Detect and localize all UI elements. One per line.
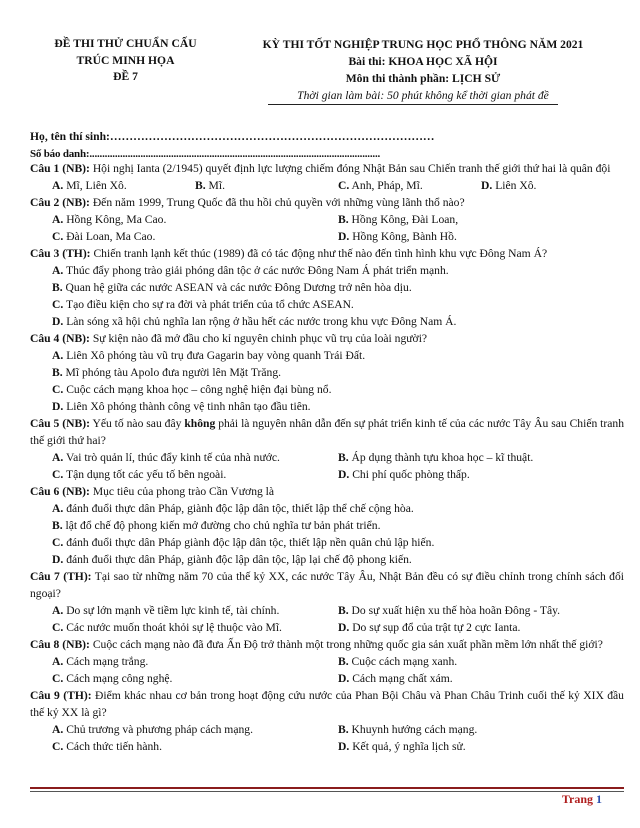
question-number: Câu 9 (TH): <box>30 689 92 702</box>
answer-option: D. Liên Xô. <box>481 179 537 192</box>
answer-option: D. Làn sóng xã hội chủ nghĩa lan rộng ở hầu hết các nước trong khu vực Đông Nam Á. <box>52 315 457 328</box>
time-underline <box>268 104 558 105</box>
question-list <box>30 160 624 755</box>
footer-rule <box>30 787 624 789</box>
question-text: Điểm khác nhau cơ bản trong hoạt động cứu nước của Phan Bội Châu và Phan Châu Trinh cuối thế kỷ XIX đầu thế kỷ XX là gì? <box>30 689 624 719</box>
answer-option: D. đánh đuổi thực dân Pháp, giành độc lập dân tộc, lập lại chế độ phong kiến. <box>52 553 412 566</box>
question <box>30 568 624 636</box>
answer-options <box>30 500 624 568</box>
source-line-1: ĐỀ THI THỬ CHUẨN CẤU <box>54 37 197 50</box>
question-stem <box>30 194 624 211</box>
question-stem <box>30 160 624 177</box>
answer-option: B. Áp dụng thành tựu khoa học – kĩ thuật. <box>338 451 534 464</box>
answer-options <box>30 653 624 687</box>
answer-option: D. Do sự sụp đổ của trật tự 2 cực Ianta. <box>338 621 521 634</box>
question-stem <box>30 636 624 653</box>
candidate-id-line: Số báo danh:.................................................................................................................. <box>30 148 381 160</box>
answer-option: B. lật đổ chế độ phong kiến mở đường cho chủ nghĩa tư bản phát triển. <box>52 519 381 532</box>
question-text: Chiến tranh lạnh kết thúc (1989) đã có tác động như thế nào đến tình hình khu vực Đông Nam Á? <box>93 247 548 260</box>
question-number: Câu 4 (NB): <box>30 332 90 345</box>
answer-option: C. Đài Loan, Ma Cao. <box>52 230 156 243</box>
answer-options <box>30 262 624 330</box>
exam-source-block <box>28 36 223 86</box>
answer-option: D. Liên Xô phóng thành công vệ tinh nhân tạo đầu tiên. <box>52 400 311 413</box>
question-text: Đến năm 1999, Trung Quốc đã thu hồi chủ quyền với những vùng lãnh thổ nào? <box>92 196 465 209</box>
answer-options <box>30 449 624 483</box>
answer-options <box>30 177 624 194</box>
question <box>30 636 624 687</box>
answer-option: B. Mĩ phóng tàu Apolo đưa người lên Mặt Trăng. <box>52 366 282 379</box>
answer-option: C. Tạo điều kiện cho sự ra đời và phát triển của tổ chức ASEAN. <box>52 298 354 311</box>
question-number: Câu 2 (NB): <box>30 196 90 209</box>
question-text: Sự kiện nào đã mở đầu cho kỉ nguyên chinh phục vũ trụ của loài người? <box>92 332 428 345</box>
question <box>30 415 624 483</box>
answer-option: A. Cách mạng trắng. <box>52 655 149 668</box>
question-stem <box>30 245 624 262</box>
answer-option: A. Thúc đẩy phong trào giải phóng dân tộc ở các nước Đông Nam Á phát triển mạnh. <box>52 264 449 277</box>
answer-option: B. Cuộc cách mạng xanh. <box>338 655 458 668</box>
exam-title: KỲ THI TỐT NGHIỆP TRUNG HỌC PHỔ THÔNG NĂM 2021 <box>262 38 584 51</box>
component-line: Môn thi thành phần: LỊCH SỬ <box>345 72 501 85</box>
question-stem <box>30 687 624 721</box>
answer-option: A. Hồng Kông, Ma Cao. <box>52 213 167 226</box>
question-number: Câu 8 (NB): <box>30 638 90 651</box>
answer-option: C. Cách mạng công nghệ. <box>52 672 173 685</box>
question-text: Hội nghị Ianta (2/1945) quyết định lực lượng chiếm đóng Nhật Bản sau Chiến tranh thế giới thứ hai là quân đội <box>92 162 611 175</box>
answer-option: C. Cách thức tiến hành. <box>52 740 162 753</box>
question-number: Câu 6 (NB): <box>30 485 90 498</box>
question-stem: Câu 5 (NB): Yếu tố nào sau đây không phải là nguyên nhân dẫn đến sự phát triển kinh tế của các nước Tây Âu sau Chiến tranh thế giới thứ hai? <box>30 417 625 447</box>
question-number: Câu 3 (TH): <box>30 247 91 260</box>
answer-options <box>30 347 624 415</box>
answer-option: D. Kết quả, ý nghĩa lịch sử. <box>338 740 466 753</box>
answer-option: A. Chủ trương và phương pháp cách mạng. <box>52 723 253 736</box>
answer-option: A. Vai trò quản lí, thúc đẩy kinh tế của nhà nước. <box>52 451 280 464</box>
answer-option: B. Hồng Kông, Đài Loan, <box>338 213 459 226</box>
question <box>30 687 624 755</box>
answer-option: A. đánh đuổi thực dân Pháp, giành độc lập dân tộc, thiết lập thể chế cộng hòa. <box>52 502 414 515</box>
answer-option: B. Khuynh hướng cách mạng. <box>338 723 478 736</box>
question-text: Mục tiêu của phong trào Cần Vương là <box>92 485 275 498</box>
answer-option: B. Mĩ. <box>195 179 225 192</box>
page-number-label <box>562 791 602 808</box>
subject-line: Bài thi: KHOA HỌC XÃ HỘI <box>348 55 498 68</box>
time-limit: Thời gian làm bài: 50 phút không kể thời gian phát đề <box>297 89 549 102</box>
question-stem <box>30 330 624 347</box>
question-text: Tại sao từ những năm 70 của thế kỷ XX, các nước Tây Âu, Nhật Bản đều có sự điều chỉnh trong chính sách đối ngoại? <box>30 570 624 600</box>
answer-options <box>30 721 624 755</box>
answer-option: C. Anh, Pháp, Mĩ. <box>338 179 423 192</box>
question <box>30 483 624 568</box>
question <box>30 194 624 245</box>
exam-code: ĐỀ 7 <box>113 70 138 83</box>
question-number: Câu 5 (NB): <box>30 417 90 430</box>
question-stem <box>30 568 624 602</box>
answer-option: D. Chi phí quốc phòng thấp. <box>338 468 470 481</box>
answer-option: A. Mĩ, Liên Xô. <box>52 179 127 192</box>
answer-option: A. Do sự lớn mạnh về tiềm lực kinh tế, tài chính. <box>52 604 280 617</box>
exam-info-block <box>228 36 618 104</box>
question <box>30 245 624 330</box>
question <box>30 330 624 415</box>
page-number: 1 <box>596 792 602 806</box>
negation-keyword: không <box>184 417 216 430</box>
answer-option: B. Quan hệ giữa các nước ASEAN và các nước Đông Dương trở nên hòa dịu. <box>52 281 412 294</box>
answer-option: D. Cách mạng chất xám. <box>338 672 453 685</box>
question-text: Cuộc cách mạng nào đã đưa Ấn Độ trở thành một trong những quốc gia sản xuất phần mềm lớn nhất thế giới? <box>92 638 603 651</box>
answer-options <box>30 211 624 245</box>
question <box>30 160 624 194</box>
question-stem <box>30 483 624 500</box>
answer-option: B. Do sự xuất hiện xu thế hòa hoãn Đông - Tây. <box>338 604 561 617</box>
answer-option: A. Liên Xô phóng tàu vũ trụ đưa Gagarin bay vòng quanh Trái Đất. <box>52 349 366 362</box>
answer-option: C. Tận dụng tốt các yếu tố bên ngoài. <box>52 468 227 481</box>
answer-option: C. Cuộc cách mạng khoa học – công nghệ hiện đại bùng nổ. <box>52 383 332 396</box>
page-label-text: Trang <box>561 792 593 806</box>
candidate-name-line: Họ, tên thí sinh:………………………………………………………………………… <box>30 130 435 143</box>
footer-rule-thin <box>30 791 624 792</box>
answer-option: D. Hồng Kông, Bành Hồ. <box>338 230 457 243</box>
question-number: Câu 7 (TH): <box>30 570 92 583</box>
answer-options <box>30 602 624 636</box>
source-line-2: TRÚC MINH HỌA <box>76 53 175 67</box>
answer-option: C. đánh đuổi thực dân Pháp giành độc lập dân tộc, thiết lập nền quân chủ lập hiến. <box>52 536 435 549</box>
question-number: Câu 1 (NB): <box>30 162 90 175</box>
answer-option: C. Các nước muốn thoát khỏi sự lệ thuộc vào Mĩ. <box>52 621 282 634</box>
